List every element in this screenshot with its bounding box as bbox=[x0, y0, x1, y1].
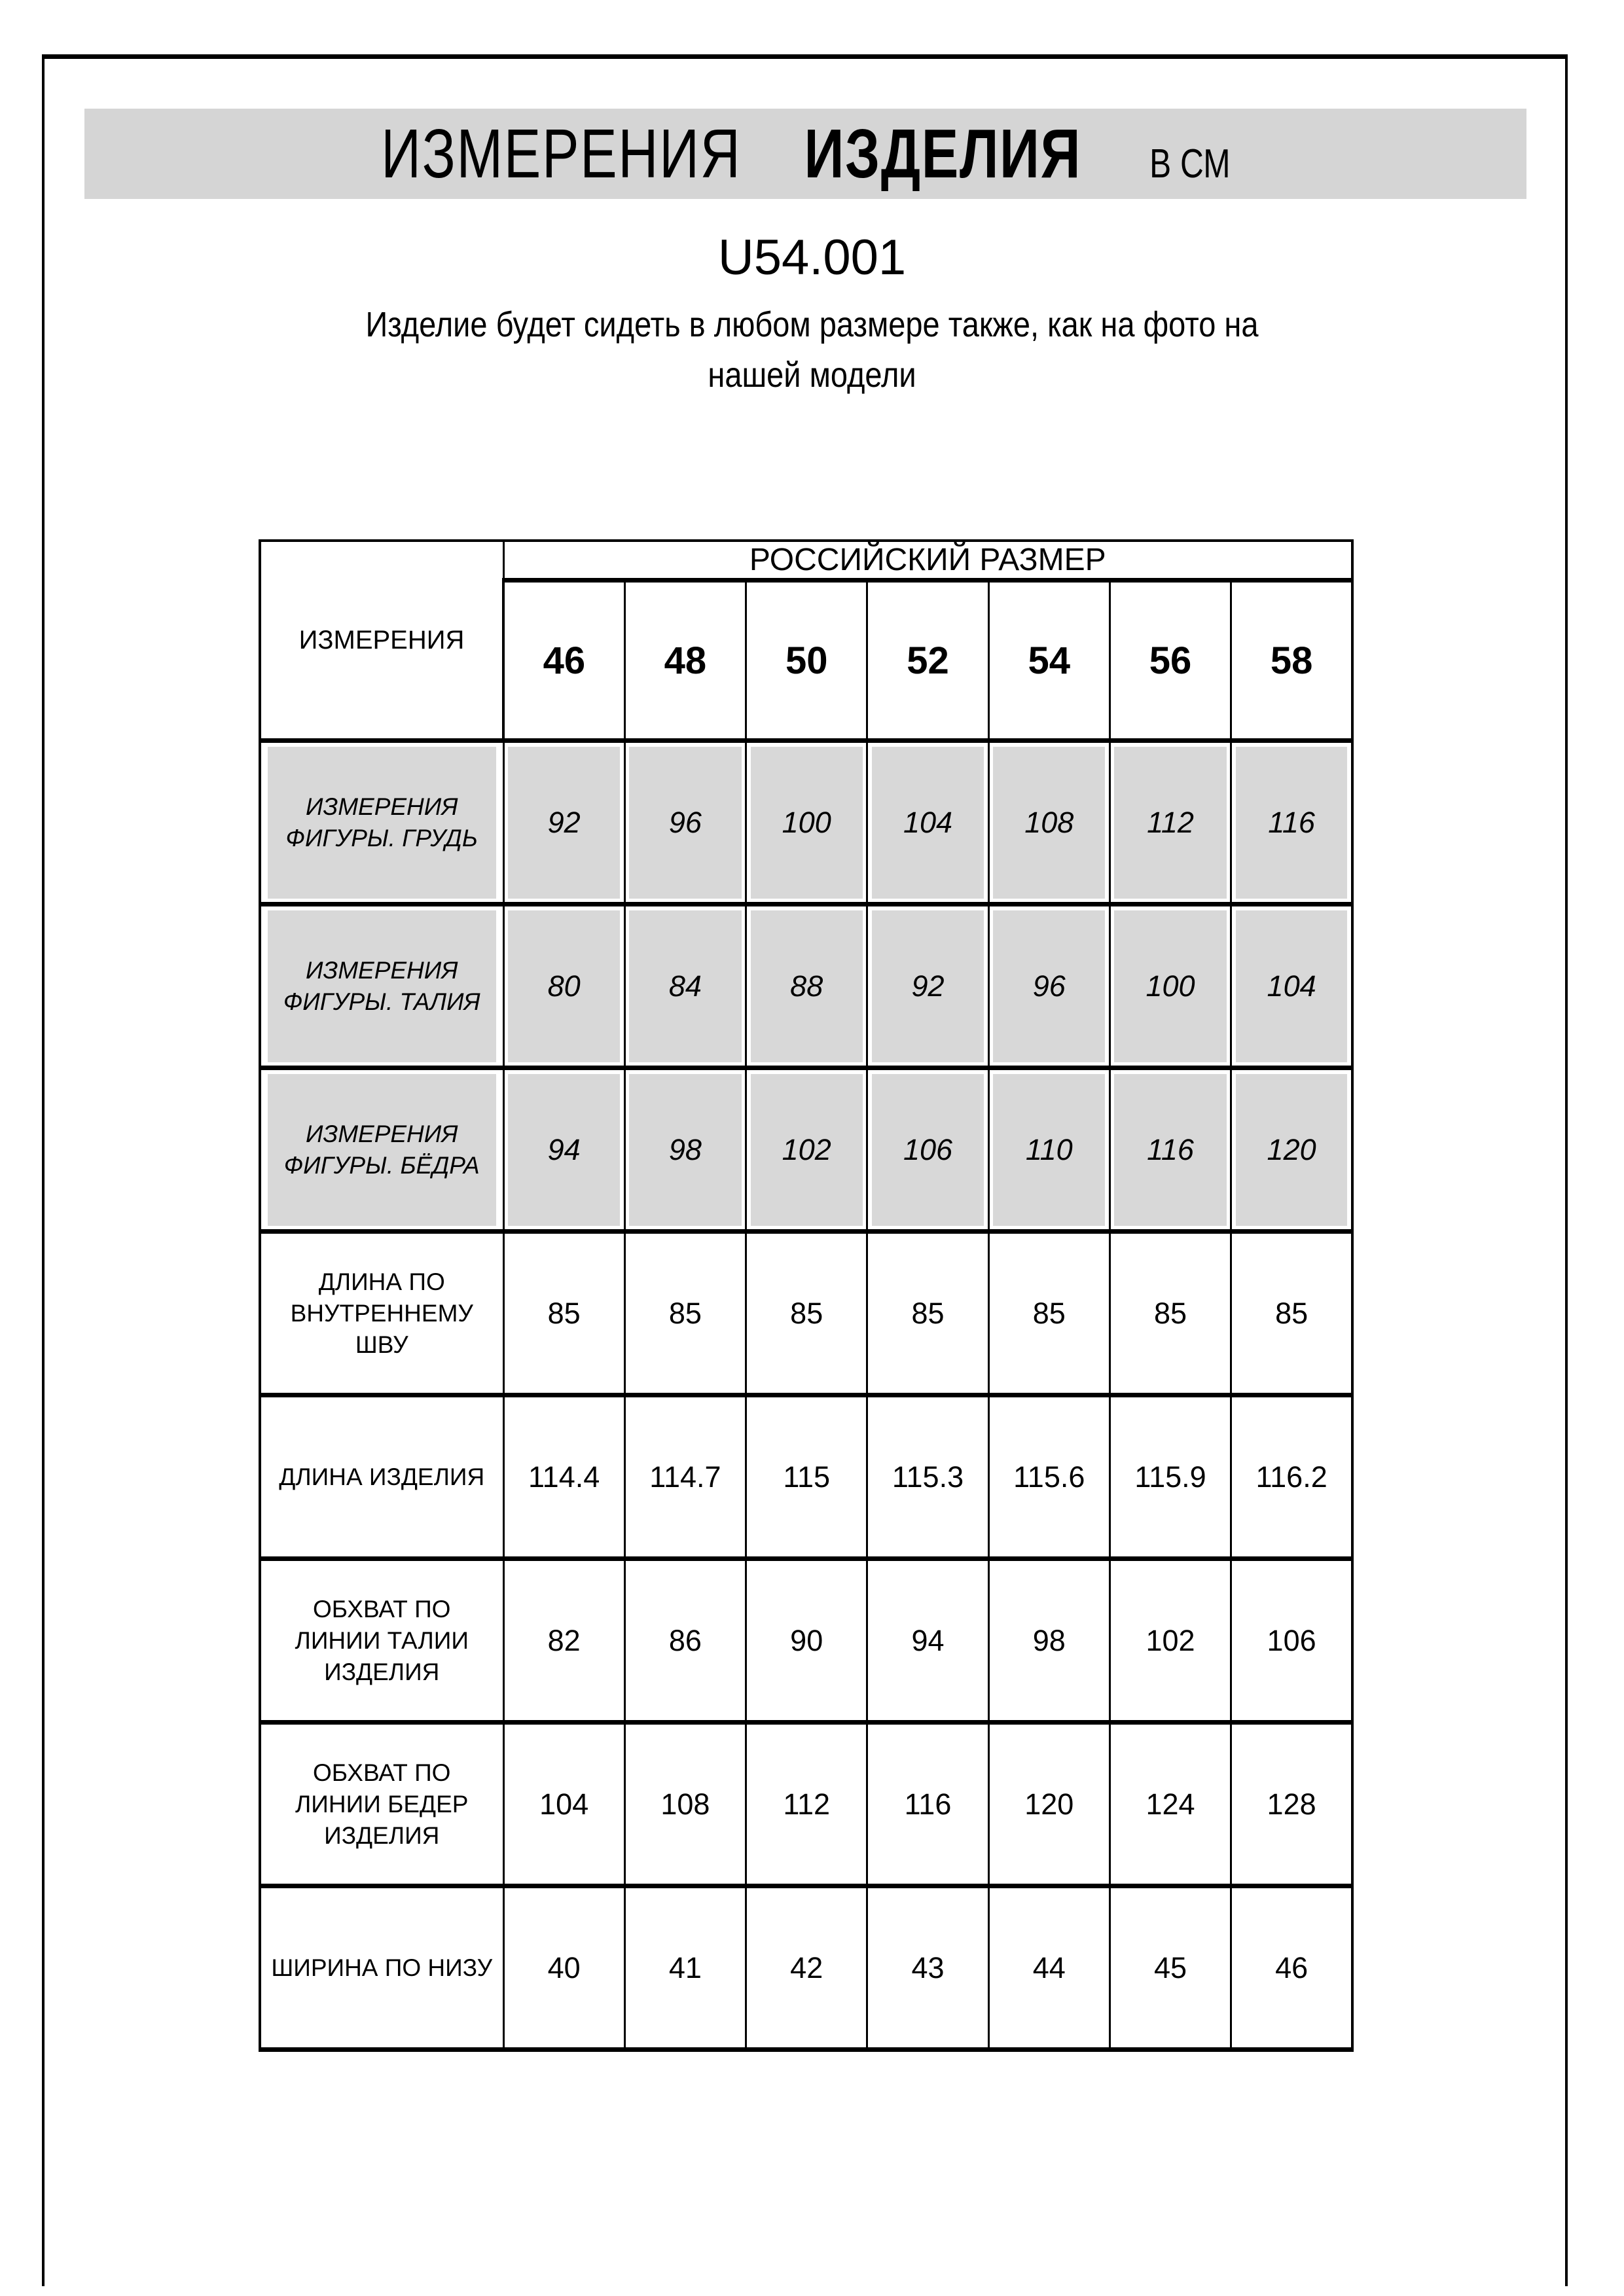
value-cell: 100 bbox=[746, 741, 867, 905]
title-banner bbox=[84, 109, 1526, 199]
row-label: ОБХВАТ ПО ЛИНИИ ТАЛИИ ИЗДЕЛИЯ bbox=[260, 1559, 503, 1723]
table-row bbox=[260, 905, 1352, 1068]
value-cell: 104 bbox=[1231, 905, 1352, 1068]
value-cell: 116.2 bbox=[1231, 1395, 1352, 1559]
table-row bbox=[260, 1723, 1352, 1886]
value-cell: 92 bbox=[867, 905, 988, 1068]
value-cell: 120 bbox=[1231, 1068, 1352, 1232]
value-cell: 86 bbox=[624, 1559, 746, 1723]
value-cell: 46 bbox=[1231, 1886, 1352, 2050]
value-cell: 85 bbox=[503, 1232, 624, 1395]
value-cell: 112 bbox=[1110, 741, 1231, 905]
row-label: ДЛИНА ИЗДЕЛИЯ bbox=[260, 1395, 503, 1559]
value-cell: 115.6 bbox=[988, 1395, 1110, 1559]
value-cell: 106 bbox=[1231, 1559, 1352, 1723]
size-header-cell: 56 bbox=[1110, 581, 1231, 741]
title-word-izdeliya: ИЗДЕЛИЯ bbox=[804, 115, 1081, 192]
size-header-cell: 58 bbox=[1231, 581, 1352, 741]
size-header-cell: 48 bbox=[624, 581, 746, 741]
value-cell: 102 bbox=[1110, 1559, 1231, 1723]
value-cell: 85 bbox=[867, 1232, 988, 1395]
page-title bbox=[381, 115, 1230, 194]
value-cell: 82 bbox=[503, 1559, 624, 1723]
russian-size-header-cell: РОССИЙСКИЙ РАЗМЕР bbox=[503, 541, 1352, 581]
value-cell: 114.7 bbox=[624, 1395, 746, 1559]
value-cell: 84 bbox=[624, 905, 746, 1068]
value-cell: 85 bbox=[624, 1232, 746, 1395]
group-header-row bbox=[260, 541, 1352, 581]
title-unit-cm: В СМ bbox=[1149, 141, 1231, 187]
value-cell: 116 bbox=[1231, 741, 1352, 905]
value-cell: 80 bbox=[503, 905, 624, 1068]
value-cell: 94 bbox=[867, 1559, 988, 1723]
size-header-cell: 54 bbox=[988, 581, 1110, 741]
product-code: U54.001 bbox=[717, 230, 907, 285]
table-row bbox=[260, 1068, 1352, 1232]
value-cell: 110 bbox=[988, 1068, 1110, 1232]
size-header-cell: 50 bbox=[746, 581, 867, 741]
value-cell: 45 bbox=[1110, 1886, 1231, 2050]
row-label: ДЛИНА ПО ВНУТРЕННЕМУ ШВУ bbox=[260, 1232, 503, 1395]
value-cell: 116 bbox=[867, 1723, 988, 1886]
row-label: ИЗМЕРЕНИЯ ФИГУРЫ. БЁДРА bbox=[260, 1068, 503, 1232]
value-cell: 115.3 bbox=[867, 1395, 988, 1559]
value-cell: 120 bbox=[988, 1723, 1110, 1886]
subtitle-line-1: Изделие будет сидеть в любом размере также, как на фото на bbox=[365, 305, 1259, 344]
subtitle-line-2: нашей модели bbox=[708, 355, 916, 395]
value-cell: 44 bbox=[988, 1886, 1110, 2050]
title-word-izmereniya: ИЗМЕРЕНИЯ bbox=[380, 115, 742, 192]
subtitle bbox=[105, 300, 1518, 401]
value-cell: 104 bbox=[867, 741, 988, 905]
value-cell: 112 bbox=[746, 1723, 867, 1886]
value-cell: 90 bbox=[746, 1559, 867, 1723]
table-row bbox=[260, 741, 1352, 905]
value-cell: 41 bbox=[624, 1886, 746, 2050]
value-cell: 124 bbox=[1110, 1723, 1231, 1886]
row-label: ИЗМЕРЕНИЯ ФИГУРЫ. ТАЛИЯ bbox=[260, 905, 503, 1068]
row-label: ШИРИНА ПО НИЗУ bbox=[260, 1886, 503, 2050]
value-cell: 42 bbox=[746, 1886, 867, 2050]
corner-header-cell: ИЗМЕРЕНИЯ bbox=[260, 541, 503, 741]
row-label: ИЗМЕРЕНИЯ ФИГУРЫ. ГРУДЬ bbox=[260, 741, 503, 905]
value-cell: 85 bbox=[988, 1232, 1110, 1395]
value-cell: 85 bbox=[1110, 1232, 1231, 1395]
value-cell: 128 bbox=[1231, 1723, 1352, 1886]
value-cell: 106 bbox=[867, 1068, 988, 1232]
value-cell: 94 bbox=[503, 1068, 624, 1232]
value-cell: 116 bbox=[1110, 1068, 1231, 1232]
value-cell: 85 bbox=[746, 1232, 867, 1395]
value-cell: 85 bbox=[1231, 1232, 1352, 1395]
value-cell: 100 bbox=[1110, 905, 1231, 1068]
value-cell: 114.4 bbox=[503, 1395, 624, 1559]
value-cell: 92 bbox=[503, 741, 624, 905]
value-cell: 115 bbox=[746, 1395, 867, 1559]
table-row bbox=[260, 1232, 1352, 1395]
table-row bbox=[260, 1559, 1352, 1723]
value-cell: 102 bbox=[746, 1068, 867, 1232]
value-cell: 115.9 bbox=[1110, 1395, 1231, 1559]
measurements-table bbox=[259, 539, 1354, 2052]
table-row bbox=[260, 1395, 1352, 1559]
value-cell: 43 bbox=[867, 1886, 988, 2050]
table-row bbox=[260, 1886, 1352, 2050]
value-cell: 98 bbox=[624, 1068, 746, 1232]
value-cell: 88 bbox=[746, 905, 867, 1068]
value-cell: 108 bbox=[624, 1723, 746, 1886]
size-header-cell: 52 bbox=[867, 581, 988, 741]
size-header-cell: 46 bbox=[503, 581, 624, 741]
value-cell: 96 bbox=[988, 905, 1110, 1068]
value-cell: 108 bbox=[988, 741, 1110, 905]
value-cell: 104 bbox=[503, 1723, 624, 1886]
value-cell: 98 bbox=[988, 1559, 1110, 1723]
value-cell: 40 bbox=[503, 1886, 624, 2050]
row-label: ОБХВАТ ПО ЛИНИИ БЕДЕР ИЗДЕЛИЯ bbox=[260, 1723, 503, 1886]
value-cell: 96 bbox=[624, 741, 746, 905]
